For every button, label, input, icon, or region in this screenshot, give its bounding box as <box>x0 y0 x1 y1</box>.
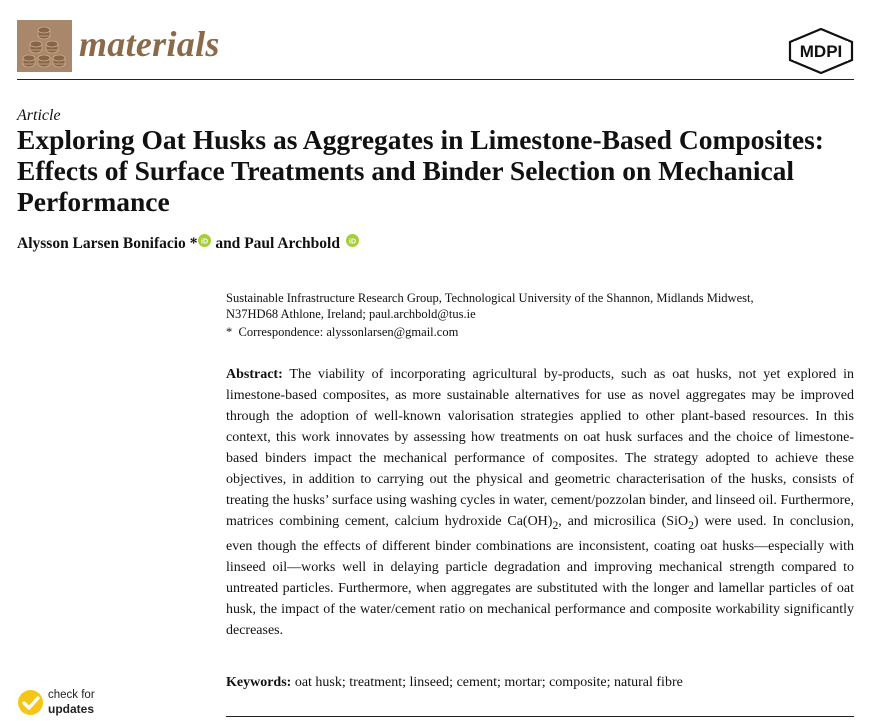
affiliation-line: Sustainable Infrastructure Research Group, Technological University of the Shannon, Midlands Midwest, <box>226 291 754 305</box>
correspondence-marker: * <box>226 325 233 339</box>
subscript: 2 <box>552 518 559 532</box>
article-type: Article <box>17 107 61 124</box>
publisher-logo-text: MDPI <box>799 42 843 61</box>
updates-label: check for <box>48 689 95 701</box>
journal-name: materials <box>79 24 220 64</box>
keywords-label: Keywords: <box>226 675 292 690</box>
svg-text:iD: iD <box>348 238 356 246</box>
correspondence-text: Correspondence: alyssonlarsen@gmail.com <box>238 325 459 339</box>
abstract-label: Abstract: <box>226 367 283 382</box>
author-marker: * <box>189 235 198 252</box>
article-title: Exploring Oat Husks as Aggregates in Limestone-Based Composites: Effects of Surface Treatments and Binder Selection on Mechanical Performance <box>17 124 824 217</box>
orcid-icon[interactable] <box>198 234 211 247</box>
keywords-text: oat husk; treatment; linseed; cement; mortar; composite; natural fibre <box>294 675 683 690</box>
author-list <box>17 234 359 254</box>
subscript: 2 <box>688 518 694 532</box>
journal-logo-icon <box>17 20 72 72</box>
correspondence <box>226 324 458 340</box>
svg-text:iD: iD <box>201 238 209 246</box>
author-name: Paul Archbold <box>244 235 340 252</box>
abstract-text: The viability of incorporating agricultural by-products, such as oat husks, not yet explored in limestone-based composites, as more sustainable alternatives for use as novel aggregates may be improved through the adoption of well-known valorisation strategies applied to other plant-based resources. In this context, this work innovates by assessing how treatments on oat husk surfaces and the choice of limestone-based binders impact the mechanical performance of composites. The strategy adopted to achieve these objectives, in addition to carrying out the physical and geometric characterisation of the husks, consists of treating the husks’ surface using washing cycles in water, cement/pozzolan binder, and linseed oil. Furthermore, matrices combining cement, calcium hydroxide Ca(OH) <box>226 367 854 529</box>
updates-label-bold: updates <box>48 702 95 716</box>
affiliation-line: N37HD68 Athlone, Ireland; paul.archbold@tus.ie <box>226 307 476 321</box>
orcid-icon[interactable] <box>346 234 359 247</box>
check-for-updates-badge[interactable] <box>17 688 137 718</box>
author-name: Alysson Larsen Bonifacio <box>17 235 186 252</box>
header-rule <box>17 79 854 80</box>
author-separator: and <box>215 235 241 252</box>
publisher-logo-icon <box>786 28 856 79</box>
keywords <box>226 673 854 693</box>
abstract-text: , and microsilica (SiO <box>558 514 689 529</box>
abstract <box>226 364 854 641</box>
footer-rule <box>226 716 854 717</box>
check-circle-icon <box>17 689 44 716</box>
abstract-text: ) were used. In conclusion, even though the effects of different binder combinations are inconsistent, coating oat husks—especially with linseed oil—works well in delaying particle degradation and improving mechanical strength compared to untreated particles. Furthermore, when aggregates are substituted with the longer and lamellar particles of oat husk, the impact of the water/cement ratio on mechanical performance and composite workability significantly decreases. <box>226 514 854 638</box>
